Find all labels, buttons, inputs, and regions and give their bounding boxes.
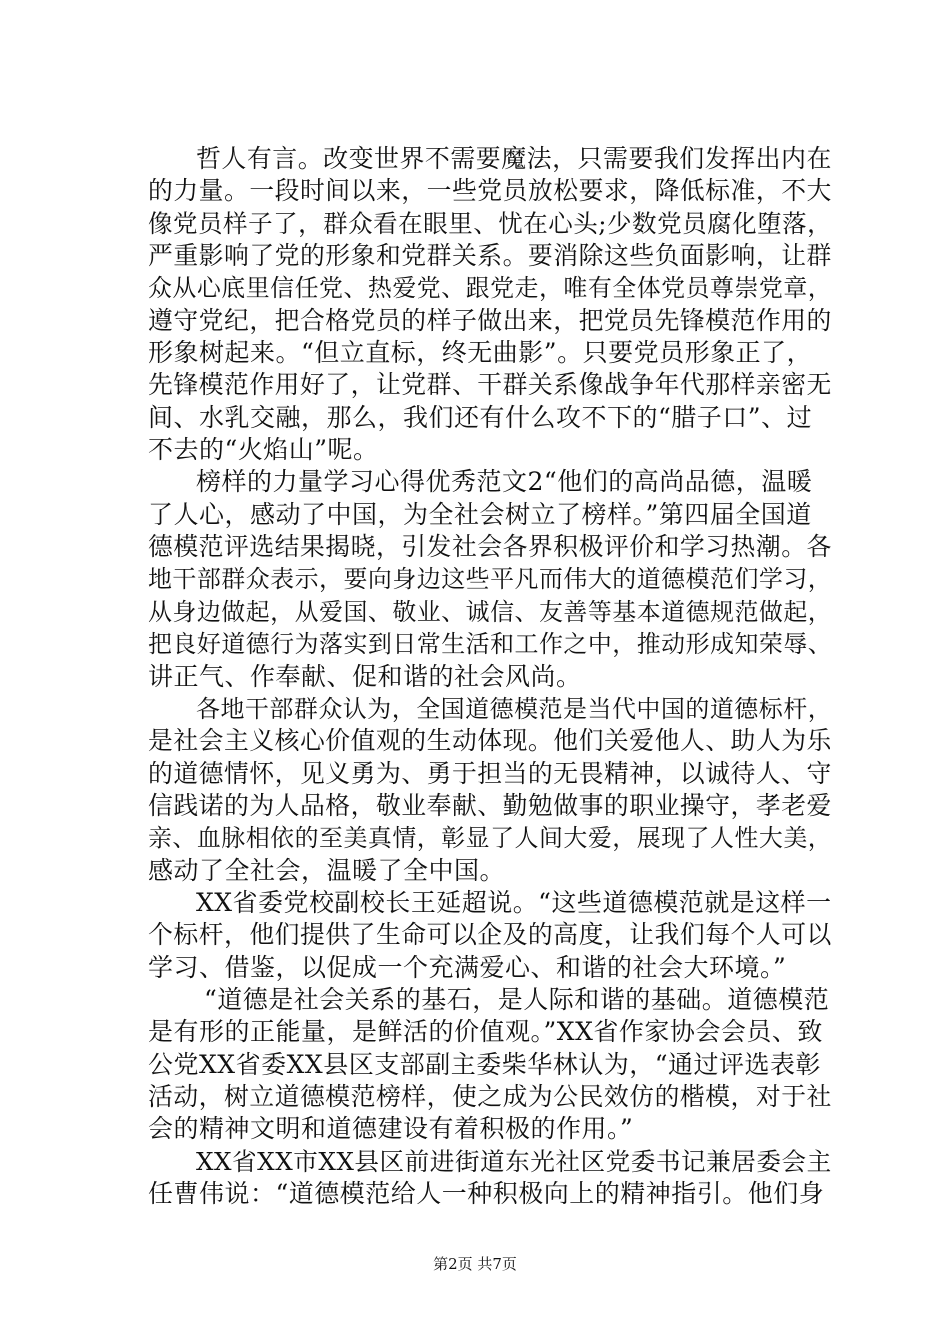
text-line: 讲正气、作奉献、促和谐的社会风尚。 bbox=[148, 661, 582, 691]
text-line: 严重影响了党的形象和党群关系。要消除这些负面影响，让群 bbox=[148, 241, 832, 271]
text-line: XX省委党校副校长王延超说。“这些道德模范就是这样一 bbox=[196, 887, 832, 917]
text-line: 了人心，感动了中国，为全社会树立了榜样。”第四届全国道 bbox=[148, 499, 812, 529]
text-line: 的力量。一段时间以来，一些党员放松要求，降低标准，不大 bbox=[148, 176, 832, 206]
text-line: 众从心底里信任党、热爱党、跟党走，唯有全体党员尊崇党章， bbox=[148, 274, 833, 303]
text-line: 是有形的正能量，是鲜活的价值观。”XX省作家协会会员、致 bbox=[148, 1017, 823, 1047]
text-line: 遵守党纪，把合格党员的样子做出来，把党员先锋模范作用的 bbox=[148, 305, 832, 335]
text-line: 会的精神文明和道德建设有着积极的作用。” bbox=[148, 1114, 634, 1144]
text-line: 不去的“火焰山”呢。 bbox=[148, 435, 379, 465]
text-line: 感动了全社会，温暖了全中国。 bbox=[148, 855, 506, 885]
text-line: XX省XX市XX县区前进街道东光社区党委书记兼居委会主 bbox=[196, 1146, 832, 1176]
text-line: 地干部群众表示，要向身边这些平凡而伟大的道德模范们学习， bbox=[148, 565, 833, 594]
text-line: 从身边做起，从爱国、敬业、诚信、友善等基本道德规范做起， bbox=[148, 597, 833, 626]
text-line: 的道德情怀，见义勇为、勇于担当的无畏精神，以诚待人、守 bbox=[148, 758, 832, 788]
document-body bbox=[148, 143, 832, 1210]
text-line: 个标杆，他们提供了生命可以企及的高度，让我们每个人可以 bbox=[148, 920, 832, 950]
text-line: 任曹伟说：“道德模范给人一种积极向上的精神指引。他们身 bbox=[148, 1179, 825, 1208]
page-number: 第2页 共7页 bbox=[433, 1255, 517, 1273]
text-line: 榜样的力量学习心得优秀范文2“他们的高尚品德，温暖 bbox=[196, 467, 813, 497]
text-line: 各地干部群众认为，全国道德模范是当代中国的道德标杆， bbox=[196, 694, 833, 723]
text-line: 像党员样子了，群众看在眼里、忧在心头;少数党员腐化堕落， bbox=[148, 208, 833, 238]
text-line: 信践诺的为人品格，敬业奉献、勤勉做事的职业操守，孝老爱 bbox=[148, 790, 832, 820]
text-line: 活动，树立道德模范榜样，使之成为公民效仿的楷模，对于社 bbox=[148, 1081, 832, 1111]
text-line: 亲、血脉相依的至美真情，彰显了人间大爱，展现了人性大美， bbox=[148, 824, 833, 853]
text-line: 哲人有言。改变世界不需要魔法，只需要我们发挥出内在 bbox=[196, 144, 832, 173]
text-line: 德模范评选结果揭晓，引发社会各界积极评价和学习热潮。各 bbox=[148, 532, 832, 562]
text-line: 学习、借鉴，以促成一个充满爱心、和谐的社会大环境。” bbox=[148, 952, 787, 982]
text-line: 间、水乳交融，那么，我们还有什么攻不下的“腊子口”、过 bbox=[148, 402, 813, 432]
text-line: 是社会主义核心价值观的生动体现。他们关爱他人、助人为乐 bbox=[148, 726, 832, 756]
text-line: 公党XX省委XX县区支部副主委柴华林认为，“通过评选表彰 bbox=[148, 1049, 821, 1079]
text-line: 把良好道德行为落实到日常生活和工作之中，推动形成知荣辱、 bbox=[148, 630, 833, 659]
text-line: “道德是社会关系的基石，是人际和谐的基础。道德模范 bbox=[204, 984, 830, 1014]
text-line: 先锋模范作用好了，让党群、干群关系像战争年代那样亲密无 bbox=[148, 370, 832, 400]
text-line: 形象树起来。“但立直标，终无曲影”。只要党员形象正了， bbox=[148, 338, 813, 368]
